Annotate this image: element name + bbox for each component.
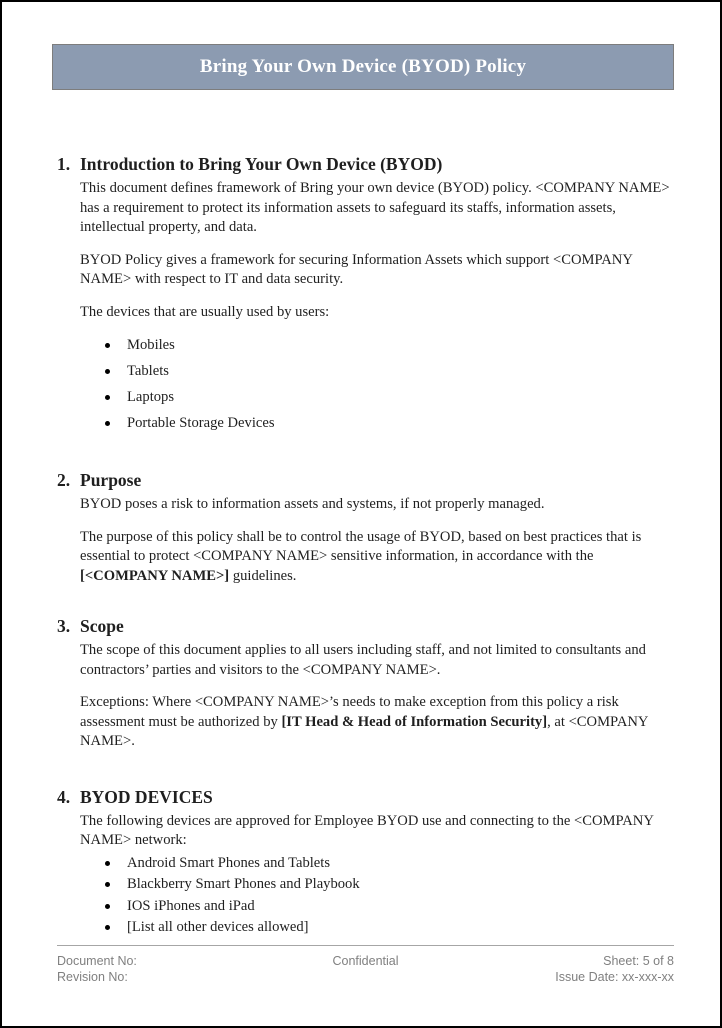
paragraph-bold-text: [IT Head & Head of Information Security] — [281, 713, 548, 730]
paragraph-text: guidelines. — [229, 567, 297, 584]
paragraph: BYOD poses a risk to information assets and systems, if not properly managed. — [80, 496, 545, 512]
paragraph: The following devices are approved for Employee BYOD use and connecting to the <COMPANY NAME> network: — [80, 812, 654, 848]
section-number: 2. — [57, 470, 71, 490]
paragraph-text: The purpose of this policy shall be to control the usage of BYOD, based on best practices that is essential to protect <COMPANY NAME> sensitive information, in accordance with the — [80, 528, 642, 564]
sheet-number-label: Sheet: 5 of 8 — [603, 954, 675, 968]
list-item-label: Android Smart Phones and Tablets — [127, 854, 331, 871]
section-heading: Purpose — [80, 470, 142, 490]
page-footer — [57, 945, 674, 985]
section-introduction — [57, 152, 682, 440]
bullet-dot-icon — [105, 861, 110, 866]
list-item-label: Blackberry Smart Phones and Playbook — [127, 876, 360, 892]
device-usage-list — [57, 336, 682, 440]
confidential-label: Confidential — [332, 954, 399, 968]
paragraph: The devices that are usually used by users: — [80, 303, 330, 320]
list-item — [57, 362, 682, 388]
section-purpose — [57, 468, 682, 586]
bullet-dot-icon — [105, 343, 110, 348]
section-heading-row — [57, 614, 682, 638]
footer-left-block — [57, 953, 263, 985]
section-byod-devices — [57, 785, 682, 940]
bullet-dot-icon — [105, 421, 110, 426]
list-item-label: [List all other devices allowed] — [127, 919, 309, 935]
section-heading: BYOD DEVICES — [80, 786, 213, 807]
title-banner — [52, 44, 674, 90]
list-item — [57, 336, 682, 362]
list-item — [57, 854, 682, 876]
approved-devices-list — [57, 854, 682, 940]
footer-right-block — [468, 953, 674, 985]
list-item-label: Mobiles — [127, 337, 175, 353]
section-heading: Scope — [80, 616, 124, 636]
bullet-dot-icon — [105, 925, 110, 930]
document-body — [57, 152, 682, 940]
bullet-dot-icon — [105, 395, 110, 400]
paragraph — [80, 693, 682, 752]
bullet-dot-icon — [105, 904, 110, 909]
section-number: 3. — [57, 616, 71, 636]
section-heading-row — [57, 152, 682, 176]
document-title: Bring Your Own Device (BYOD) Policy — [199, 56, 527, 77]
revision-no-label: Revision No: — [57, 970, 128, 984]
paragraph — [80, 528, 682, 587]
bullet-dot-icon — [105, 369, 110, 374]
section-heading-row — [57, 785, 682, 809]
list-item — [57, 388, 682, 414]
list-item-label: Laptops — [127, 389, 175, 405]
list-item — [57, 897, 682, 919]
paragraph: BYOD Policy gives a framework for securing Information Assets which support <COMPANY NAME> with respect to IT and data security. — [80, 251, 633, 287]
bullet-dot-icon — [105, 882, 110, 887]
section-scope — [57, 614, 682, 752]
paragraph-text: , at <COMPANY NAME>. — [80, 713, 648, 749]
section-heading-row — [57, 468, 682, 492]
list-item — [57, 918, 682, 940]
section-number: 4. — [57, 786, 71, 807]
list-item — [57, 414, 682, 440]
document-no-label: Document No: — [57, 954, 137, 968]
list-item-label: IOS iPhones and iPad — [127, 897, 255, 914]
paragraph: The scope of this document applies to all users including staff, and not limited to consultants and contractors’ parties and visitors to the <COMPANY NAME>. — [80, 642, 646, 678]
paragraph-bold-text: [<COMPANY NAME>] — [80, 567, 230, 584]
paragraph-text: Exceptions: Where <COMPANY NAME>’s needs to make exception from this policy a risk assessment must be authorized by — [80, 694, 619, 730]
section-heading: Introduction to Bring Your Own Device (BYOD) — [80, 154, 443, 174]
list-item-label: Portable Storage Devices — [127, 415, 275, 431]
list-item-label: Tablets — [127, 363, 169, 379]
section-number: 1. — [57, 154, 71, 174]
paragraph: This document defines framework of Bring your own device (BYOD) policy. <COMPANY NAME> has a requirement to protect its information assets to safeguard its staffs, information assets, intellectual property, and data. — [80, 180, 670, 235]
issue-date-label: Issue Date: xx-xxx-xx — [555, 970, 675, 984]
list-item — [57, 875, 682, 897]
